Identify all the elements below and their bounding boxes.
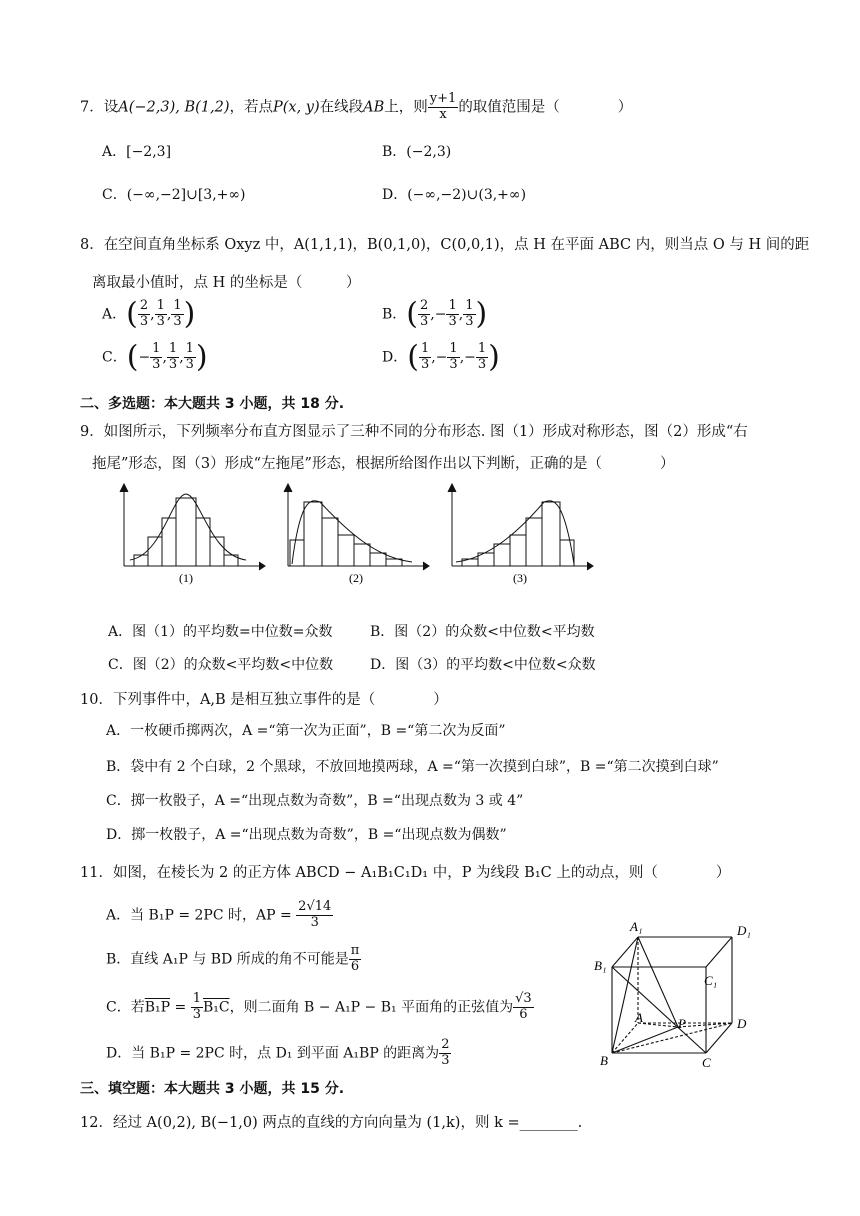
q9-option-c[interactable]: C．图（2）的众数<平均数<中位数: [108, 657, 334, 673]
q9-stem-line1: 9．如图所示，下列频率分布直方图显示了三种不同的分布形态. 图（1）形成对称形态，图（2）形成“右: [80, 424, 748, 440]
q9-option-a[interactable]: A．图（1）的平均数=中位数=众数: [108, 624, 333, 640]
q8-option-a[interactable]: A．( $\frac{2}{3}$ , $\frac{1}{3}$ , $\frac{1}{3}$ ): [102, 296, 196, 332]
q7-option-c[interactable]: C．(−∞,−2]∪[3,+∞): [102, 187, 246, 203]
q9-option-b[interactable]: B．图（2）的众数<中位数<平均数: [370, 624, 595, 640]
q12-answer-blank[interactable]: ________.: [519, 1115, 583, 1131]
histogram-figure-2-label: (2): [349, 571, 363, 585]
q10-stem: 10．下列事件中，A,B 是相互独立事件的是（ ）: [80, 692, 448, 708]
cube-label-d: D: [737, 1016, 747, 1031]
q10-option-b[interactable]: B．袋中有 2 个白球，2 个黑球，不放回地摸两球，A =“第一次摸到白球”，B =“第二次摸到白球”: [106, 759, 719, 775]
q10-option-a[interactable]: A．一枚硬币掷两次，A =“第一次为正面”，B =“第二次为反面”: [106, 723, 506, 739]
q10-option-d[interactable]: D．掷一枚骰子，A =“出现点数为奇数”，B =“出现点数为偶数”: [106, 827, 507, 843]
q7-option-d[interactable]: D．(−∞,−2)∪(3,+∞): [382, 187, 527, 203]
q8-option-d[interactable]: D．( $\frac{1}{3}$ ,− $\frac{1}{3}$ ,− $\frac{1}{3}$ ): [382, 339, 500, 375]
q8-stem-line1: 8．在空间直角坐标系 Oxyz 中，A(1,1,1)，B(0,1,0)，C(0,0,1)，点 H 在平面 ABC 内，则当点 O 与 H 间的距: [80, 237, 810, 253]
q9-stem-line2: 拖尾”形态，图（3）形成“左拖尾”形态，根据所给图作出以下判断，正确的是（ ）: [92, 456, 675, 472]
q11-stem: 11．如图，在棱长为 2 的正方体 ABCD − A₁B₁C₁D₁ 中，P 为线段 B₁C 上的动点，则（ ）: [80, 865, 731, 881]
q7-option-b[interactable]: B．(−2,3): [382, 144, 452, 160]
cube-label-a: A: [635, 1010, 643, 1025]
histogram-figure-2: [276, 480, 436, 590]
cube-label-a1: A₁: [630, 919, 643, 934]
section-3-heading: 三、填空题：本大题共 3 小题，共 15 分.: [80, 1081, 345, 1097]
cube-label-p: P: [678, 1016, 686, 1031]
cube-label-b1: B₁: [594, 958, 607, 973]
cube-figure: [590, 915, 770, 1075]
q12-stem: 12．经过 A(0,2), B(−1,0) 两点的直线的方向向量为 (1,k)，则 k =________.: [80, 1115, 583, 1131]
histogram-figure-3: [440, 480, 600, 590]
q11-option-c[interactable]: C．若B₁P = $\frac{1}{3}$ B₁C，则二面角 B − A₁P − B₁ 平面角的正弦值为 $\frac{√3}{6}$: [106, 991, 532, 1022]
q7-fraction: $\frac{y+1}{x}$: [429, 91, 457, 122]
histogram-figure-1: [112, 480, 272, 590]
q10-option-c[interactable]: C．掷一枚骰子，A =“出现点数为奇数”，B =“出现点数为 3 或 4”: [106, 793, 524, 809]
cube-label-d1: D₁: [737, 923, 751, 938]
q7-option-a[interactable]: A．[−2,3]: [102, 144, 172, 160]
section-2-heading: 二、多选题：本大题共 3 小题，共 18 分.: [80, 396, 345, 412]
q11-option-a[interactable]: A．当 B₁P = 2PC 时，AP = $\frac{2√14}{3}$: [106, 899, 332, 930]
q11-option-d[interactable]: D．当 B₁P = 2PC 时，点 D₁ 到平面 A₁BP 的距离为 $\frac{2}{3}$: [106, 1037, 450, 1068]
q7-stem: 7．设A(−2,3), B(1,2)，若点P(x, y)在线段AB上，则 $\frac{y+1}{x}$ 的取值范围是（ ）: [80, 91, 633, 122]
q8-option-b[interactable]: B．( $\frac{2}{3}$ ,− $\frac{1}{3}$ , $\frac{1}{3}$ ): [382, 296, 488, 332]
cube-label-c1: C₁: [704, 973, 718, 988]
q8-stem-line2: 离取最小值时，点 H 的坐标是（ ）: [92, 275, 361, 291]
cube-label-c: C: [702, 1055, 711, 1070]
q11-option-b[interactable]: B．直线 A₁P 与 BD 所成的角不可能是 $\frac{\pi}{6}$: [106, 943, 360, 974]
q8-option-c[interactable]: C．(− $\frac{1}{3}$ , $\frac{1}{3}$ , $\frac{1}{3}$ ): [102, 339, 208, 375]
q9-option-d[interactable]: D．图（3）的平均数<中位数<众数: [370, 657, 596, 673]
histogram-figure-1-label: (1): [179, 571, 193, 585]
histogram-figure-3-label: (3): [513, 571, 527, 585]
cube-label-b: B: [600, 1053, 608, 1068]
